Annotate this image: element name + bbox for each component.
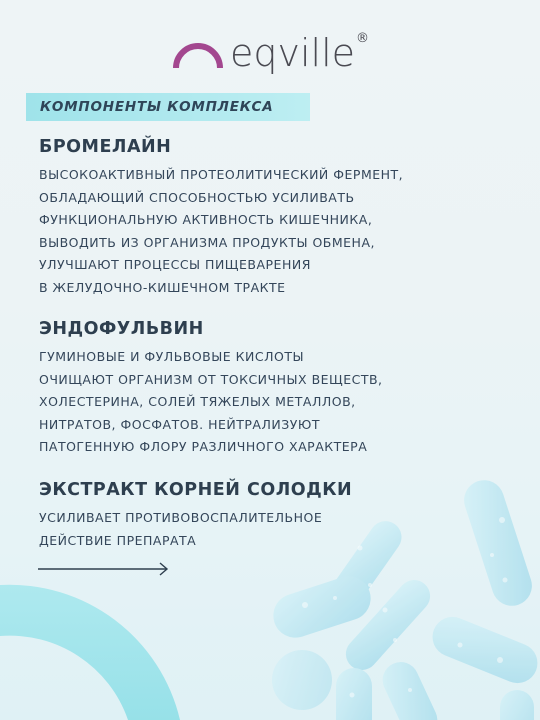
section-line: НИТРАТОВ, ФОСФАТОВ. НЕЙТРАЛИЗУЮТ <box>39 416 320 432</box>
section-line: ГУМИНОВЫЕ И ФУЛЬВОВЫЕ КИСЛОТЫ <box>39 349 305 364</box>
brand-logo <box>170 28 370 75</box>
section-line: ФУНКЦИОНАЛЬНУЮ АКТИВНОСТЬ КИШЕЧНИКА, <box>39 212 373 227</box>
section-licorice-root <box>39 480 352 552</box>
section-title: ЭНДОФУЛЬВИН <box>39 319 204 339</box>
section-line: ПАТОГЕННУЮ ФЛОРУ РАЗЛИЧНОГО ХАРАКТЕРА <box>39 439 368 454</box>
section-line: ВЫСОКОАКТИВНЫЙ ПРОТЕОЛИТИЧЕСКИЙ ФЕРМЕНТ, <box>39 167 404 182</box>
section-line: ВЫВОДИТЬ ИЗ ОРГАНИЗМА ПРОДУКТЫ ОБМЕНА, <box>39 234 375 250</box>
section-endofulvin <box>39 319 383 459</box>
section-bromelain <box>39 137 403 299</box>
section-title: ЭКСТРАКТ КОРНЕЙ СОЛОДКИ <box>39 480 353 500</box>
arrow-right-icon <box>38 562 170 576</box>
section-title: БРОМЕЛАЙН <box>39 137 172 157</box>
cyan-ring-shape <box>0 585 180 720</box>
section-line: ОЧИЩАЮТ ОРГАНИЗМ ОТ ТОКСИЧНЫХ ВЕЩЕСТВ, <box>39 371 383 387</box>
section-line: УЛУЧШАЮТ ПРОЦЕССЫ ПИЩЕВАРЕНИЯ <box>39 257 311 272</box>
logo-arc-icon <box>170 28 226 68</box>
section-line: УСИЛИВАЕТ ПРОТИВОВОСПАЛИТЕЛЬНОЕ <box>39 510 323 525</box>
badge-label: КОМПОНЕНТЫ КОМПЛЕКСА <box>40 99 274 115</box>
section-line: В ЖЕЛУДОЧНО-КИШЕЧНОМ ТРАКТЕ <box>39 279 286 295</box>
section-line: ДЕЙСТВИЕ ПРЕПАРАТА <box>39 532 197 548</box>
components-badge <box>26 93 310 121</box>
registered-mark: ® <box>356 31 370 46</box>
section-line: ХОЛЕСТЕРИНА, СОЛЕЙ ТЯЖЕЛЫХ МЕТАЛЛОВ, <box>39 394 356 409</box>
brand-name: eqville <box>230 31 356 75</box>
section-line: ОБЛАДАЮЩИЙ СПОСОБНОСТЬЮ УСИЛИВАТЬ <box>39 189 355 205</box>
